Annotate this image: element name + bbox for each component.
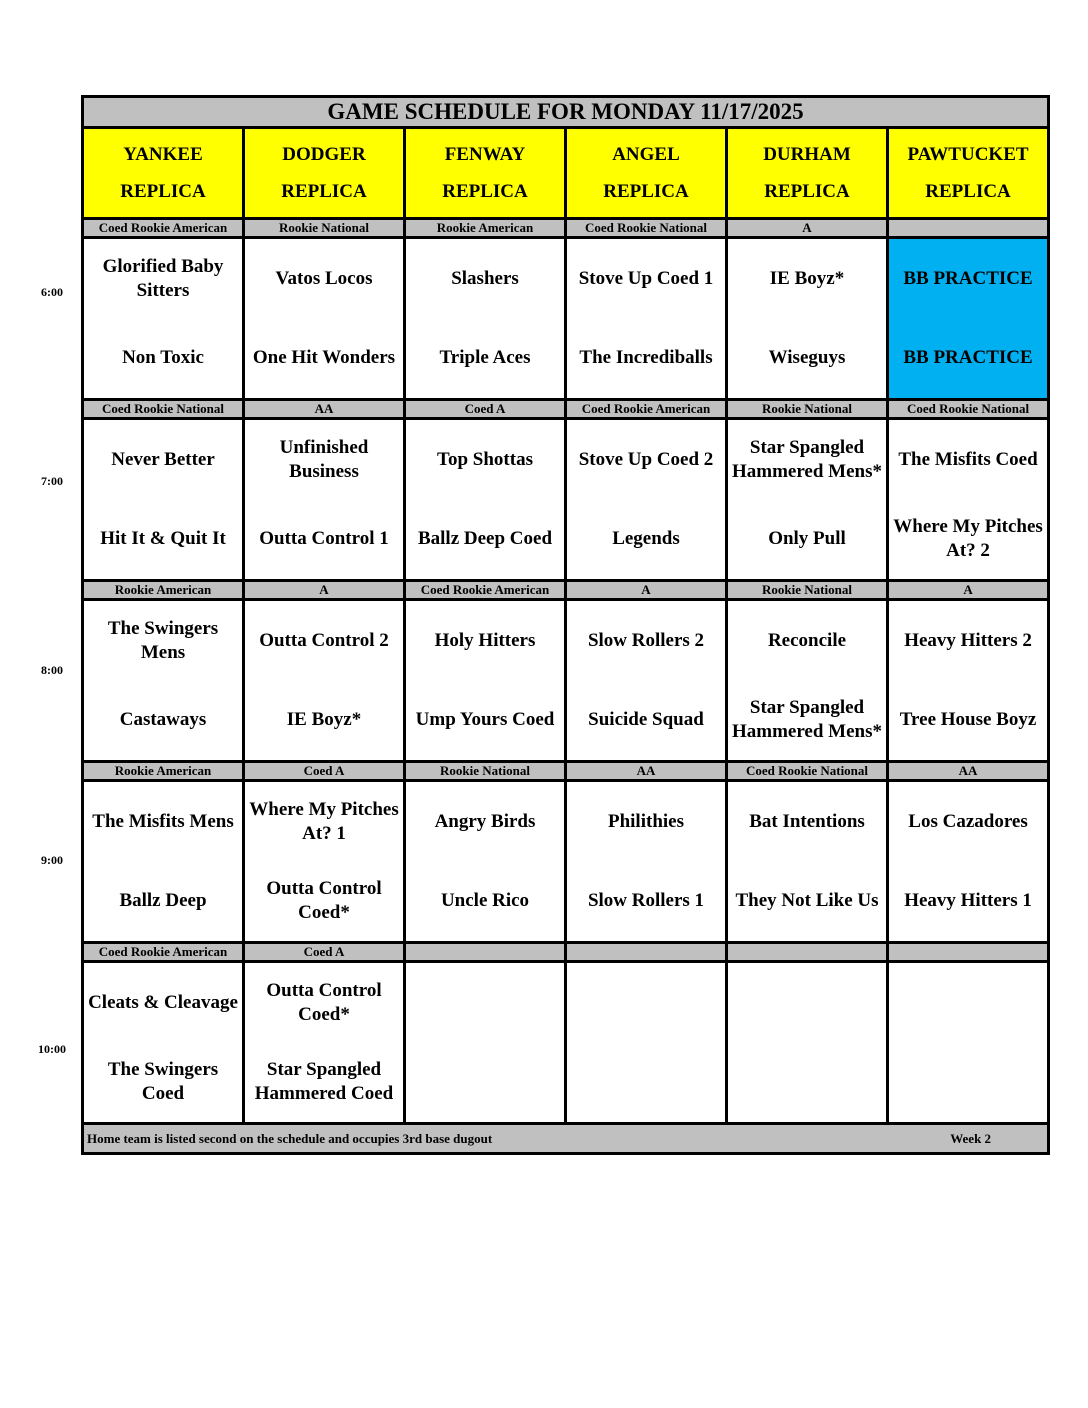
- field-sub: REPLICA: [120, 181, 206, 202]
- away-team: The Swingers Mens: [107, 617, 219, 663]
- game-row: [83, 962, 1049, 1124]
- division-label: [405, 943, 566, 962]
- footer-note: Home team is listed second on the schedule and occupies 3rd base dugout: [87, 1130, 493, 1146]
- home-team: Hit It & Quit It: [100, 528, 226, 550]
- game-row: [83, 600, 1049, 762]
- field-sub: REPLICA: [764, 181, 850, 202]
- division-label: Coed Rookie American: [405, 581, 566, 600]
- away-team: Vatos Locos: [275, 267, 373, 289]
- game-cell: [727, 781, 888, 943]
- time-label: 6:00: [41, 285, 63, 299]
- away-team: Outta Control 2: [259, 629, 389, 651]
- home-team: Ballz Deep: [119, 890, 207, 912]
- home-team: Wiseguys: [768, 347, 846, 369]
- home-team: Star Spangled Hammered Coed: [254, 1059, 394, 1105]
- division-label: Coed A: [244, 943, 405, 962]
- field-name: DODGER: [282, 144, 366, 165]
- away-team: [728, 963, 886, 1043]
- game-cell: [566, 600, 727, 762]
- division-label: Coed Rookie American: [566, 400, 727, 419]
- away-team: Los Cazadores: [908, 810, 1028, 832]
- game-cell: [566, 238, 727, 400]
- time-label: 9:00: [41, 853, 63, 867]
- home-team: [406, 1043, 564, 1123]
- division-label: Rookie National: [244, 219, 405, 238]
- division-label: Coed Rookie National: [83, 400, 244, 419]
- home-team: The Swingers Coed: [107, 1059, 219, 1105]
- game-cell: [727, 600, 888, 762]
- time-label: 8:00: [41, 663, 63, 677]
- home-team: Outta Control Coed*: [266, 878, 382, 924]
- game-cell: [244, 781, 405, 943]
- division-label: Coed A: [244, 762, 405, 781]
- away-team: Slow Rollers 2: [587, 629, 705, 651]
- home-team: Ballz Deep Coed: [417, 528, 553, 550]
- away-team: Star Spangled Hammered Mens*: [731, 436, 883, 482]
- division-label: [727, 943, 888, 962]
- home-team: Non Toxic: [122, 347, 204, 369]
- game-cell: [566, 962, 727, 1124]
- game-cell: [244, 600, 405, 762]
- home-team: Ump Yours Coed: [415, 709, 555, 731]
- division-label: Coed Rookie National: [566, 219, 727, 238]
- away-team: The Misfits Coed: [898, 448, 1038, 470]
- division-label: Rookie American: [83, 581, 244, 600]
- field-header-dodger: [244, 128, 405, 219]
- away-team: Angry Birds: [434, 810, 536, 832]
- home-team: One Hit Wonders: [252, 347, 396, 369]
- home-team: [728, 1043, 886, 1123]
- division-label: Rookie American: [83, 762, 244, 781]
- division-row: [83, 400, 1049, 419]
- away-team: Reconcile: [767, 629, 847, 651]
- division-label: Coed Rookie National: [727, 762, 888, 781]
- division-label: [566, 943, 727, 962]
- home-team: Where My Pitches At? 2: [893, 516, 1043, 562]
- game-cell: [888, 781, 1049, 943]
- away-team: Bat Intentions: [749, 810, 865, 832]
- division-label: Coed A: [405, 400, 566, 419]
- away-team: [406, 963, 564, 1043]
- away-team: IE Boyz*: [769, 267, 845, 289]
- division-label: Rookie American: [405, 219, 566, 238]
- home-team: [567, 1043, 725, 1123]
- away-team: Where My Pitches At? 1: [249, 798, 399, 844]
- game-cell: [405, 781, 566, 943]
- field-header-pawtucket: [888, 128, 1049, 219]
- home-team: Suicide Squad: [588, 709, 704, 731]
- away-team: Glorified Baby Sitters: [102, 255, 224, 301]
- field-name: PAWTUCKET: [907, 144, 1029, 165]
- home-team: IE Boyz*: [286, 709, 362, 731]
- field-sub: REPLICA: [925, 181, 1011, 202]
- game-cell: [244, 962, 405, 1124]
- away-team: Unfinished Business: [279, 436, 369, 482]
- game-row: [83, 419, 1049, 581]
- field-name: DURHAM: [763, 144, 851, 165]
- game-cell: [83, 419, 244, 581]
- away-team: Never Better: [111, 448, 215, 470]
- field-header-fenway: [405, 128, 566, 219]
- home-team: Castaways: [119, 709, 207, 731]
- game-cell: [727, 238, 888, 400]
- home-team: BB PRACTICE: [903, 347, 1033, 369]
- division-label: A: [244, 581, 405, 600]
- game-cell: [405, 962, 566, 1124]
- home-team: Uncle Rico: [440, 890, 530, 912]
- field-name: YANKEE: [123, 144, 203, 165]
- away-team: The Misfits Mens: [92, 810, 234, 832]
- division-row: [83, 943, 1049, 962]
- game-cell: [405, 238, 566, 400]
- division-label: Coed Rookie American: [83, 219, 244, 238]
- game-cell: [727, 962, 888, 1124]
- away-team: Heavy Hitters 2: [904, 629, 1032, 651]
- game-cell: [83, 781, 244, 943]
- game-cell: [888, 600, 1049, 762]
- away-team: [567, 963, 725, 1043]
- division-label: Rookie National: [727, 581, 888, 600]
- away-team: Stove Up Coed 2: [578, 448, 714, 470]
- away-team: Top Shottas: [437, 448, 533, 470]
- home-team: Tree House Boyz: [899, 709, 1037, 731]
- game-cell: [566, 419, 727, 581]
- game-row: [83, 781, 1049, 943]
- away-team: [889, 963, 1047, 1043]
- division-row: [83, 581, 1049, 600]
- field-header-durham: [727, 128, 888, 219]
- schedule-footer: [83, 1124, 1049, 1154]
- field-sub: REPLICA: [442, 181, 528, 202]
- home-team: Slow Rollers 1: [587, 890, 705, 912]
- game-cell: [83, 600, 244, 762]
- away-team: Slashers: [451, 267, 519, 289]
- game-cell: [83, 962, 244, 1124]
- field-sub: REPLICA: [603, 181, 689, 202]
- division-label: AA: [244, 400, 405, 419]
- game-cell: [888, 419, 1049, 581]
- division-label: [888, 219, 1049, 238]
- game-cell: [244, 419, 405, 581]
- division-label: A: [727, 219, 888, 238]
- game-cell: [888, 962, 1049, 1124]
- time-label: 10:00: [38, 1042, 66, 1056]
- home-team: [889, 1043, 1047, 1123]
- time-label: 7:00: [41, 474, 63, 488]
- field-header-angel: [566, 128, 727, 219]
- division-label: Rookie National: [727, 400, 888, 419]
- schedule-title: GAME SCHEDULE FOR MONDAY 11/17/2025: [83, 97, 1049, 128]
- game-cell: [244, 238, 405, 400]
- division-label: A: [888, 581, 1049, 600]
- away-team: Outta Control Coed*: [266, 979, 382, 1025]
- field-header-yankee: [83, 128, 244, 219]
- home-team: Star Spangled Hammered Mens*: [731, 697, 883, 743]
- home-team: Heavy Hitters 1: [904, 890, 1032, 912]
- field-name: FENWAY: [444, 144, 526, 165]
- away-team: Cleats & Cleavage: [88, 991, 238, 1013]
- game-cell: [405, 419, 566, 581]
- footer-week: Week 2: [950, 1130, 992, 1146]
- home-team: The Incrediballs: [579, 347, 713, 369]
- field-name: ANGEL: [612, 144, 680, 165]
- away-team: Philithies: [607, 810, 684, 832]
- division-label: AA: [888, 762, 1049, 781]
- away-team: BB PRACTICE: [903, 267, 1033, 289]
- game-cell: [888, 238, 1049, 400]
- home-team: Legends: [612, 528, 680, 550]
- game-cell: [405, 600, 566, 762]
- division-label: Rookie National: [405, 762, 566, 781]
- division-label: Coed Rookie American: [83, 943, 244, 962]
- division-label: [888, 943, 1049, 962]
- division-label: A: [566, 581, 727, 600]
- schedule-table: [81, 95, 1050, 1155]
- division-row: [83, 762, 1049, 781]
- away-team: Holy Hitters: [434, 629, 536, 651]
- game-cell: [83, 238, 244, 400]
- field-sub: REPLICA: [281, 181, 367, 202]
- division-label: AA: [566, 762, 727, 781]
- home-team: Outta Control 1: [259, 528, 389, 550]
- division-row: [83, 219, 1049, 238]
- division-label: Coed Rookie National: [888, 400, 1049, 419]
- home-team: Triple Aces: [439, 347, 531, 369]
- game-cell: [727, 419, 888, 581]
- game-cell: [566, 781, 727, 943]
- away-team: Stove Up Coed 1: [578, 267, 714, 289]
- home-team: Only Pull: [768, 528, 846, 550]
- home-team: They Not Like Us: [735, 890, 879, 912]
- game-row: [83, 238, 1049, 400]
